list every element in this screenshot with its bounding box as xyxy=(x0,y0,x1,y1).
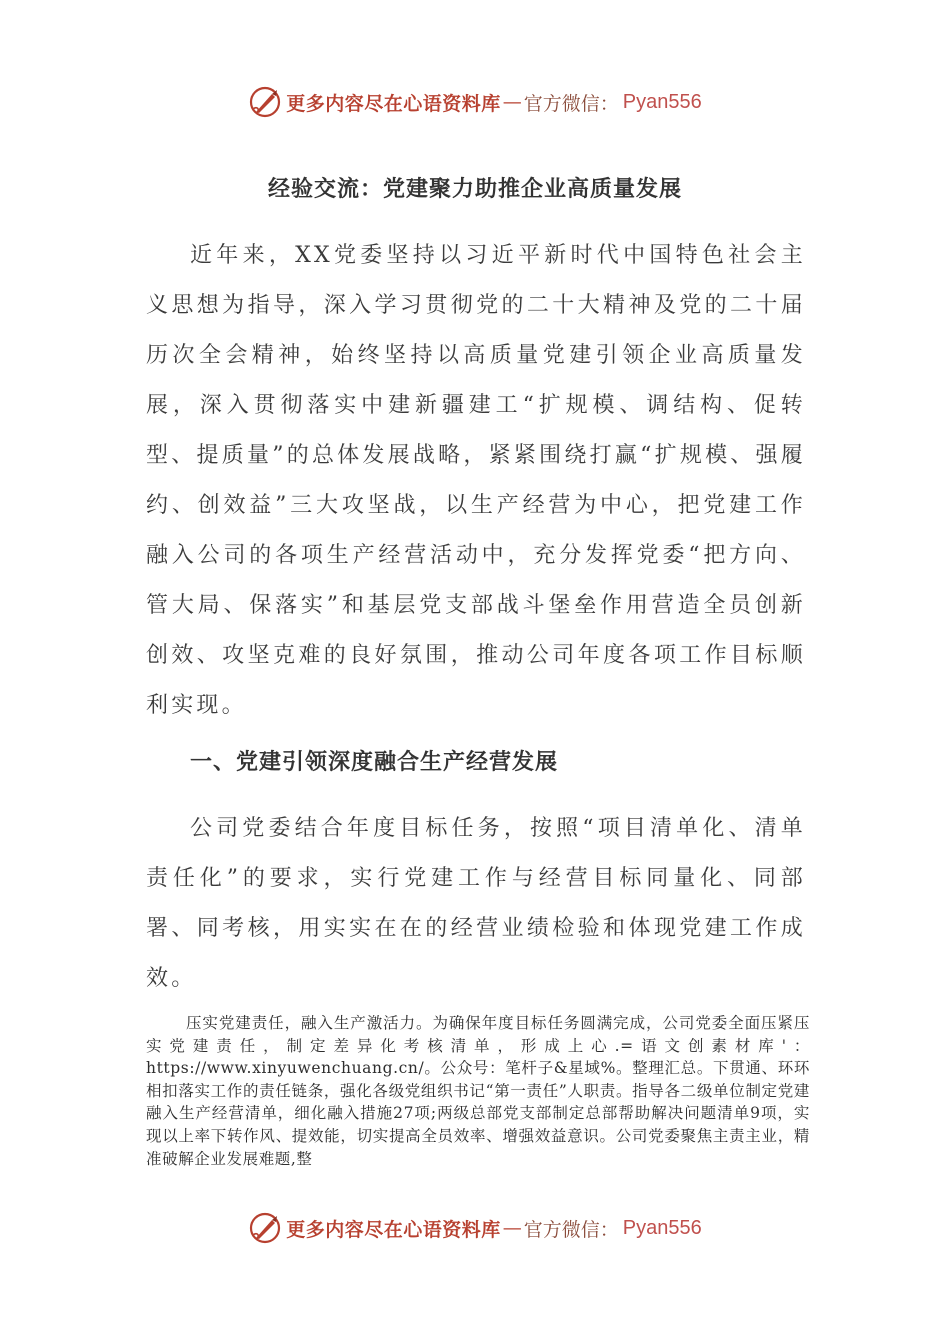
watermark-wechat-id: Pyan556 xyxy=(622,1216,702,1239)
intro-paragraph: 近年来，XX党委坚持以习近平新时代中国特色社会主义思想为指导，深入学习贯彻党的二十大精神及党的二十届历次全会精神，始终坚持以高质量党建引领企业高质量发展，深入贯彻落实中建新疆建工“扩规模、调结构、促转型、提质量”的总体发展战略，紧紧围绕打赢“扩规模、强履约、创效益”三大攻坚战，以生产经营为中心，把党建工作融入公司的各项生产经营活动中，充分发挥党委“把方向、管大局、保落实”和基层党支部战斗堡垒作用营造全员创新创效、攻坚克难的良好氛围，推动公司年度各项工作目标顺利实现。 xyxy=(146,243,806,718)
quill-pen-logo-icon xyxy=(248,85,282,119)
watermark-separator: — xyxy=(502,91,522,113)
watermark-wechat-id: Pyan556 xyxy=(622,90,702,113)
watermark-label: 官方微信： xyxy=(523,1218,619,1241)
section-detail-paragraph: 压实党建责任，融入生产激活力。为确保年度目标任务圆满完成，公司党委全面压紧压实党建责任，制定差异化考核清单，形成上心.=语文创素材库'：https://www.xinyuwenchuang.cn/。公众号：笔杆子&星域%。整理汇总。下贯通、环环相扣落实工作的责任链条，强化各级党组织书记“第一责任”人职责。指导各二级单位制定党建融入生产经营清单，细化融入措施27项;两级总部党支部制定总部帮助解决问题清单9项，实现以上率下转作风、提效能，切实提高全员效率、增强效益意识。公司党委聚焦主责主业，精准破解企业发展难题,整 xyxy=(146,1014,810,1168)
document-title: 经验交流：党建聚力助推企业高质量发展 xyxy=(267,177,682,202)
section-heading: 一、党建引领深度融合生产经营发展 xyxy=(190,750,559,775)
watermark-separator: — xyxy=(502,1217,522,1239)
watermark-brand: 更多内容尽在心语资料库 xyxy=(286,1218,501,1241)
section-paragraph: 公司党委结合年度目标任务，按照“项目清单化、清单责任化”的要求，实行党建工作与经营目标同量化、同部署、同考核，用实实在在的经营业绩检验和体现党建工作成效。 xyxy=(146,816,806,991)
watermark-label: 官方微信： xyxy=(523,92,619,115)
quill-pen-logo-icon xyxy=(248,1211,282,1245)
watermark-header xyxy=(0,82,950,122)
watermark-footer xyxy=(0,1208,950,1248)
watermark-brand: 更多内容尽在心语资料库 xyxy=(286,92,501,115)
